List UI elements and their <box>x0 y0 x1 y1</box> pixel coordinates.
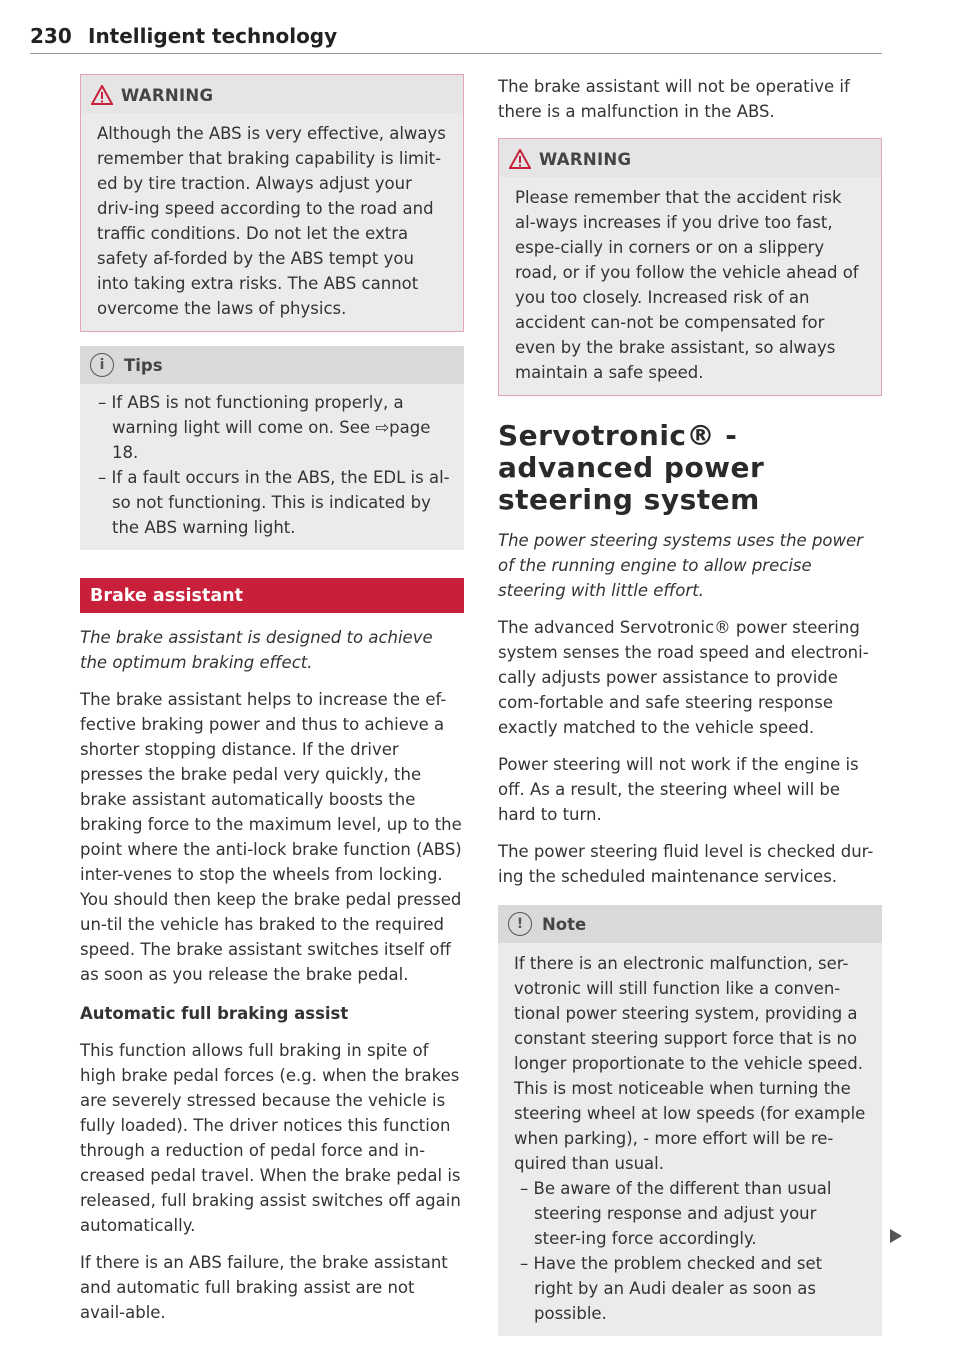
exclamation-icon: ! <box>508 912 532 936</box>
abs-warning-box <box>80 74 464 332</box>
continue-arrow-icon <box>890 1229 902 1243</box>
brake-assistant-intro: The brake assistant is designed to achieve the optimum braking effect. <box>80 628 433 672</box>
brake-assistant-heading: Brake assistant <box>80 578 464 613</box>
warning-title: WARNING <box>539 149 632 169</box>
note-title: Note <box>542 914 587 934</box>
servotronic-heading: Servotronic® - advanced power steering system <box>498 419 765 516</box>
warning-title: WARNING <box>121 85 214 105</box>
section-title: Intelligent technology <box>88 24 338 48</box>
full-braking-subheading: Automatic full braking assist <box>80 1004 349 1023</box>
fluid-level-para: The power steering fluid level is checked dur-ing the scheduled maintenance services. <box>498 842 874 886</box>
speed-warning-box <box>498 138 882 396</box>
warning-triangle-icon <box>91 85 113 105</box>
note-text: If there is an electronic malfunction, ser-votronic will still function like a conven-tional power steering system, providing a constant steering support force that is no longer proportionate to the vehicle speed. This is most noticeable when turning the steering wheel at low speeds (for example when parking), - more effort will be re-quired than usual. <box>514 954 866 1173</box>
warning-header <box>499 139 881 177</box>
abs-malfunction-para: The brake assistant will not be operative if there is a malfunction in the ABS. <box>498 77 850 121</box>
page-number: 230 <box>30 24 72 48</box>
tips-box <box>80 346 464 550</box>
note-list <box>514 1176 866 1326</box>
right-column <box>498 74 882 1336</box>
note-item: – Have the problem checked and set right by an Audi dealer as soon as possible. <box>514 1251 866 1326</box>
warning-triangle-icon <box>509 149 531 169</box>
tips-body <box>80 384 464 550</box>
info-icon: i <box>90 353 114 377</box>
note-header <box>498 905 882 943</box>
note-body <box>498 943 882 1336</box>
brake-assistant-para: The brake assistant helps to increase the ef-fective braking power and thus to achieve a shorter stopping distance. If the driver presses the brake pedal very quickly, the brake assistant automatically boosts the braking force to the maximum level, up to the point where the anti-lock brake function (ABS) inter-venes to stop the wheels from locking. You should then keep the brake pedal pressed un-til the vehicle has braked to the required speed. The brake assistant switches itself off as soon as you release the brake pedal. <box>80 690 462 984</box>
tips-title: Tips <box>124 355 163 375</box>
engine-off-para: Power steering will not work if the engine is off. As a result, the steering wheel will be hard to turn. <box>498 755 859 824</box>
tips-item: – If ABS is not functioning properly, a warning light will come on. See ⇨page 18. <box>92 390 452 465</box>
warning-header <box>81 75 463 113</box>
servotronic-intro: The power steering systems uses the power of the running engine to allow precise steering with little effort. <box>498 531 863 600</box>
warning-body <box>81 113 463 331</box>
servotronic-para: The advanced Servotronic® power steering system senses the road speed and electroni-cally adjusts power assistance to provide com-fortable and safe steering response exactly matched to the vehicle speed. <box>498 618 869 737</box>
tips-item: – If a fault occurs in the ABS, the EDL is al-so not functioning. This is indicated by the ABS warning light. <box>92 465 452 540</box>
page-header <box>30 24 882 54</box>
note-item: – Be aware of the different than usual steering response and adjust your steer-ing force accordingly. <box>514 1176 866 1251</box>
warning-text: Please remember that the accident risk al-ways increases if you drive too fast, espe-cially in corners or on a slippery road, or if you follow the vehicle ahead of you too closely. Increased risk of an accident can-not be compensated for even by the brake assistant, so always maintain a safe speed. <box>515 188 859 382</box>
full-braking-para: This function allows full braking in spite of high brake pedal forces (e.g. when the brakes are severely stressed because the vehicle is fully loaded). The driver notices this function through a reduction of pedal force and in-creased pedal travel. When the brake pedal is released, full braking assist switches off again automatically. <box>80 1041 461 1235</box>
tips-list <box>92 390 452 540</box>
left-column <box>80 74 464 1325</box>
warning-body <box>499 177 881 395</box>
warning-text: Although the ABS is very effective, always remember that braking capability is limit-ed by tire traction. Always adjust your driv-ing speed according to the road and traffic conditions. Do not let the extra safety af-forded by the ABS tempt you into taking extra risks. The ABS cannot overcome the laws of physics. <box>97 124 446 318</box>
note-box <box>498 905 882 1336</box>
tips-header <box>80 346 464 384</box>
abs-failure-para: If there is an ABS failure, the brake assistant and automatic full braking assist are not avail-able. <box>80 1253 448 1322</box>
